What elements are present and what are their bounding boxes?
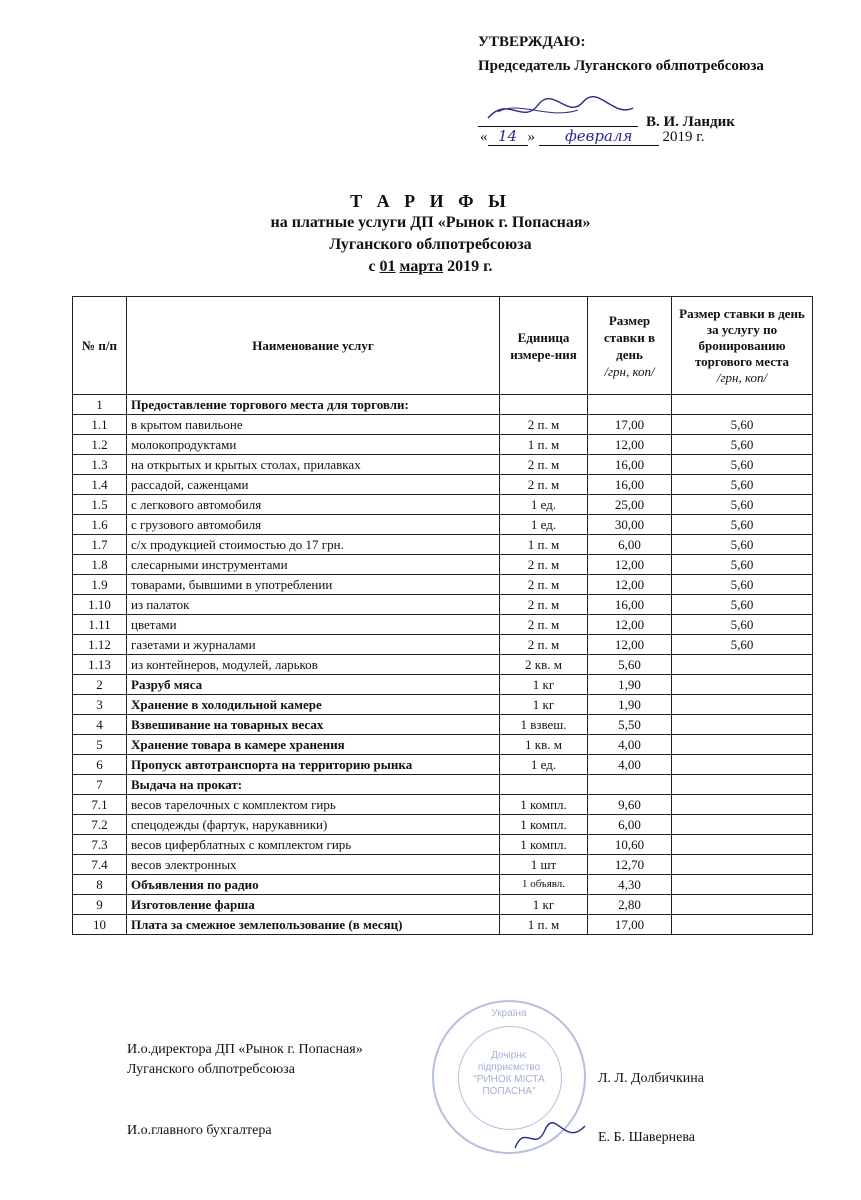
table-header-row: [73, 297, 813, 395]
chief-accountant-label: И.о.главного бухгалтера: [127, 1123, 272, 1138]
booking-rate: [672, 695, 813, 715]
date-close-quote: »: [527, 129, 535, 145]
unit-of-measure: 1 компл.: [500, 835, 588, 855]
row-number: 1.4: [73, 475, 127, 495]
daily-rate: 12,00: [588, 435, 672, 455]
daily-rate: 25,00: [588, 495, 672, 515]
approval-position: Председатель Луганского облпотребсоюза: [478, 58, 764, 74]
service-name: слесарными инструментами: [127, 555, 500, 575]
table-row: [73, 795, 813, 815]
unit-of-measure: 1 компл.: [500, 795, 588, 815]
handwritten-signature: [478, 90, 638, 130]
table-row: [73, 815, 813, 835]
daily-rate: 1,90: [588, 675, 672, 695]
booking-rate: [672, 735, 813, 755]
unit-of-measure: 2 п. м: [500, 475, 588, 495]
table-row: [73, 595, 813, 615]
daily-rate: 17,00: [588, 415, 672, 435]
row-number: 9: [73, 895, 127, 915]
table-row: [73, 655, 813, 675]
chief-accountant-name: Е. Б. Шавернева: [598, 1130, 696, 1145]
stamp-signature: [510, 1118, 590, 1158]
tariffs-table: [72, 296, 813, 935]
unit-of-measure: 1 ед.: [500, 515, 588, 535]
service-name: рассадой, саженцами: [127, 475, 500, 495]
stamp-line4: ПОПАСНА": [482, 1086, 536, 1097]
unit-of-measure: 1 объявл.: [500, 875, 588, 895]
daily-rate: 30,00: [588, 515, 672, 535]
service-name: из палаток: [127, 595, 500, 615]
header-booking-label: Размер ставки в день за услугу по бронированию торгового места: [679, 305, 805, 369]
header-booking: [672, 297, 813, 395]
daily-rate: 16,00: [588, 475, 672, 495]
row-number: 1.6: [73, 515, 127, 535]
header-num: № п/п: [73, 297, 127, 395]
daily-rate: 12,00: [588, 615, 672, 635]
booking-rate: 5,60: [672, 535, 813, 555]
daily-rate: 12,00: [588, 635, 672, 655]
daily-rate: 12,70: [588, 855, 672, 875]
unit-of-measure: 1 п. м: [500, 535, 588, 555]
booking-rate: [672, 915, 813, 935]
booking-rate: 5,60: [672, 615, 813, 635]
table-row: [73, 735, 813, 755]
title-heading: Т А Р И Ф Ы: [350, 191, 511, 211]
stamp-line2: підприємство: [477, 1062, 541, 1073]
service-name: из контейнеров, модулей, ларьков: [127, 655, 500, 675]
row-number: 4: [73, 715, 127, 735]
booking-rate: 5,60: [672, 415, 813, 435]
unit-of-measure: 1 кг: [500, 675, 588, 695]
row-number: 1.7: [73, 535, 127, 555]
service-name: весов электронных: [127, 855, 500, 875]
row-number: 5: [73, 735, 127, 755]
booking-rate: 5,60: [672, 595, 813, 615]
row-number: 1.11: [73, 615, 127, 635]
unit-of-measure: 1 шт: [500, 855, 588, 875]
unit-of-measure: 2 п. м: [500, 595, 588, 615]
director-name: Л. Л. Долбичкина: [598, 1071, 704, 1086]
director-signature-block: [127, 1040, 363, 1080]
daily-rate: 6,00: [588, 815, 672, 835]
row-number: 1.8: [73, 555, 127, 575]
approval-header: УТВЕРЖДАЮ:: [478, 34, 586, 50]
service-name: газетами и журналами: [127, 635, 500, 655]
table-row: [73, 915, 813, 935]
table-row: [73, 775, 813, 795]
header-booking-unit: /грн, коп/: [716, 369, 768, 385]
service-name: спецодежды (фартук, нарукавники): [127, 815, 500, 835]
daily-rate: 6,00: [588, 535, 672, 555]
title-line3: [0, 256, 861, 278]
service-name: Взвешивание на товарных весах: [127, 715, 500, 735]
booking-rate: [672, 895, 813, 915]
booking-rate: [672, 775, 813, 795]
row-number: 1.2: [73, 435, 127, 455]
table-row: [73, 435, 813, 455]
table-row: [73, 515, 813, 535]
service-name: цветами: [127, 615, 500, 635]
stamp-top-text: Україна: [491, 1008, 527, 1019]
header-name: Наименование услуг: [127, 297, 500, 395]
title-line3-suffix: 2019 г.: [443, 258, 493, 275]
daily-rate: 12,00: [588, 555, 672, 575]
unit-of-measure: 1 п. м: [500, 435, 588, 455]
unit-of-measure: 2 п. м: [500, 575, 588, 595]
unit-of-measure: 1 кг: [500, 695, 588, 715]
table-row: [73, 895, 813, 915]
unit-of-measure: 1 кг: [500, 895, 588, 915]
service-name: Выдача на прокат:: [127, 775, 500, 795]
daily-rate: 12,00: [588, 575, 672, 595]
booking-rate: 5,60: [672, 575, 813, 595]
date-open-quote: «: [480, 129, 488, 145]
unit-of-measure: 1 взвеш.: [500, 715, 588, 735]
booking-rate: 5,60: [672, 635, 813, 655]
row-number: 7.1: [73, 795, 127, 815]
row-number: 1: [73, 395, 127, 415]
unit-of-measure: [500, 775, 588, 795]
title-line3-month: марта: [399, 258, 444, 275]
title-line1: на платные услуги ДП «Рынок г. Попасная»: [270, 214, 591, 231]
booking-rate: [672, 755, 813, 775]
booking-rate: 5,60: [672, 475, 813, 495]
director-line2: Луганского облпотребсоюза: [127, 1062, 295, 1077]
unit-of-measure: 1 ед.: [500, 495, 588, 515]
row-number: 10: [73, 915, 127, 935]
daily-rate: 5,60: [588, 655, 672, 675]
service-name: Предоставление торгового места для торговли:: [127, 395, 500, 415]
table-row: [73, 855, 813, 875]
approval-block: [478, 30, 764, 130]
table-row: [73, 675, 813, 695]
service-name: Хранение товара в камере хранения: [127, 735, 500, 755]
row-number: 1.3: [73, 455, 127, 475]
unit-of-measure: 1 п. м: [500, 915, 588, 935]
table-row: [73, 615, 813, 635]
row-number: 1.12: [73, 635, 127, 655]
table-row: [73, 555, 813, 575]
table-row: [73, 395, 813, 415]
date-day: 14: [488, 127, 528, 146]
daily-rate: [588, 395, 672, 415]
table-row: [73, 535, 813, 555]
header-rate-label: Размер ставки в день: [603, 312, 656, 362]
unit-of-measure: 2 п. м: [500, 415, 588, 435]
service-name: на открытых и крытых столах, прилавках: [127, 455, 500, 475]
daily-rate: 4,00: [588, 735, 672, 755]
booking-rate: 5,60: [672, 495, 813, 515]
table-row: [73, 635, 813, 655]
unit-of-measure: 2 п. м: [500, 455, 588, 475]
header-units: Единица измере-ния: [500, 297, 588, 395]
booking-rate: [672, 855, 813, 875]
service-name: молокопродуктами: [127, 435, 500, 455]
table-row: [73, 695, 813, 715]
daily-rate: 5,50: [588, 715, 672, 735]
stamp-line3: "РИНОК МІСТА: [473, 1074, 545, 1085]
table-body: [73, 395, 813, 935]
booking-rate: [672, 875, 813, 895]
table-row: [73, 755, 813, 775]
booking-rate: 5,60: [672, 455, 813, 475]
title-line3-day: 01: [379, 258, 396, 275]
service-name: в крытом павильоне: [127, 415, 500, 435]
title-line2: Луганского облпотребсоюза: [329, 236, 532, 253]
table-row: [73, 415, 813, 435]
row-number: 2: [73, 675, 127, 695]
row-number: 1.13: [73, 655, 127, 675]
approval-date: [480, 127, 704, 146]
service-name: с легкового автомобиля: [127, 495, 500, 515]
title-line3-prefix: с: [368, 258, 380, 275]
booking-rate: [672, 715, 813, 735]
service-name: весов циферблатных с комплектом гирь: [127, 835, 500, 855]
row-number: 1.5: [73, 495, 127, 515]
daily-rate: 17,00: [588, 915, 672, 935]
header-rate: [588, 297, 672, 395]
row-number: 3: [73, 695, 127, 715]
daily-rate: 16,00: [588, 595, 672, 615]
row-number: 7.4: [73, 855, 127, 875]
daily-rate: 4,00: [588, 755, 672, 775]
approval-signer: В. И. Ландик: [646, 114, 735, 130]
table-row: [73, 715, 813, 735]
service-name: Хранение в холодильной камере: [127, 695, 500, 715]
service-name: Объявления по радио: [127, 875, 500, 895]
service-name: весов тарелочных с комплектом гирь: [127, 795, 500, 815]
booking-rate: 5,60: [672, 435, 813, 455]
daily-rate: 2,80: [588, 895, 672, 915]
row-number: 6: [73, 755, 127, 775]
table-row: [73, 495, 813, 515]
service-name: Пропуск автотранспорта на территорию рынка: [127, 755, 500, 775]
row-number: 1.1: [73, 415, 127, 435]
booking-rate: [672, 815, 813, 835]
daily-rate: 9,60: [588, 795, 672, 815]
service-name: с/х продукцией стоимостью до 17 грн.: [127, 535, 500, 555]
daily-rate: [588, 775, 672, 795]
booking-rate: [672, 835, 813, 855]
table-row: [73, 875, 813, 895]
booking-rate: [672, 795, 813, 815]
unit-of-measure: [500, 395, 588, 415]
service-name: Разруб мяса: [127, 675, 500, 695]
daily-rate: 4,30: [588, 875, 672, 895]
row-number: 7.3: [73, 835, 127, 855]
daily-rate: 10,60: [588, 835, 672, 855]
stamp-line1: Дочірнє: [491, 1050, 527, 1061]
stamp-text: [442, 1050, 576, 1098]
daily-rate: 16,00: [588, 455, 672, 475]
booking-rate: 5,60: [672, 555, 813, 575]
header-rate-unit: /грн, коп/: [604, 363, 655, 379]
table-row: [73, 835, 813, 855]
booking-rate: [672, 395, 813, 415]
unit-of-measure: 1 кв. м: [500, 735, 588, 755]
director-line1: И.о.директора ДП «Рынок г. Попасная»: [127, 1042, 363, 1057]
row-number: 1.10: [73, 595, 127, 615]
document-title: [0, 190, 861, 278]
row-number: 7.2: [73, 815, 127, 835]
unit-of-measure: 1 компл.: [500, 815, 588, 835]
row-number: 7: [73, 775, 127, 795]
service-name: Изготовление фарша: [127, 895, 500, 915]
daily-rate: 1,90: [588, 695, 672, 715]
service-name: товарами, бывшими в употреблении: [127, 575, 500, 595]
row-number: 8: [73, 875, 127, 895]
booking-rate: 5,60: [672, 515, 813, 535]
table-row: [73, 575, 813, 595]
service-name: Плата за смежное землепользование (в месяц): [127, 915, 500, 935]
date-year: 2019 г.: [662, 129, 705, 145]
row-number: 1.9: [73, 575, 127, 595]
booking-rate: [672, 655, 813, 675]
table-row: [73, 455, 813, 475]
unit-of-measure: 2 п. м: [500, 615, 588, 635]
date-month: февраля: [539, 127, 659, 146]
unit-of-measure: 2 кв. м: [500, 655, 588, 675]
unit-of-measure: 2 п. м: [500, 555, 588, 575]
unit-of-measure: 2 п. м: [500, 635, 588, 655]
table-row: [73, 475, 813, 495]
service-name: с грузового автомобиля: [127, 515, 500, 535]
booking-rate: [672, 675, 813, 695]
unit-of-measure: 1 ед.: [500, 755, 588, 775]
